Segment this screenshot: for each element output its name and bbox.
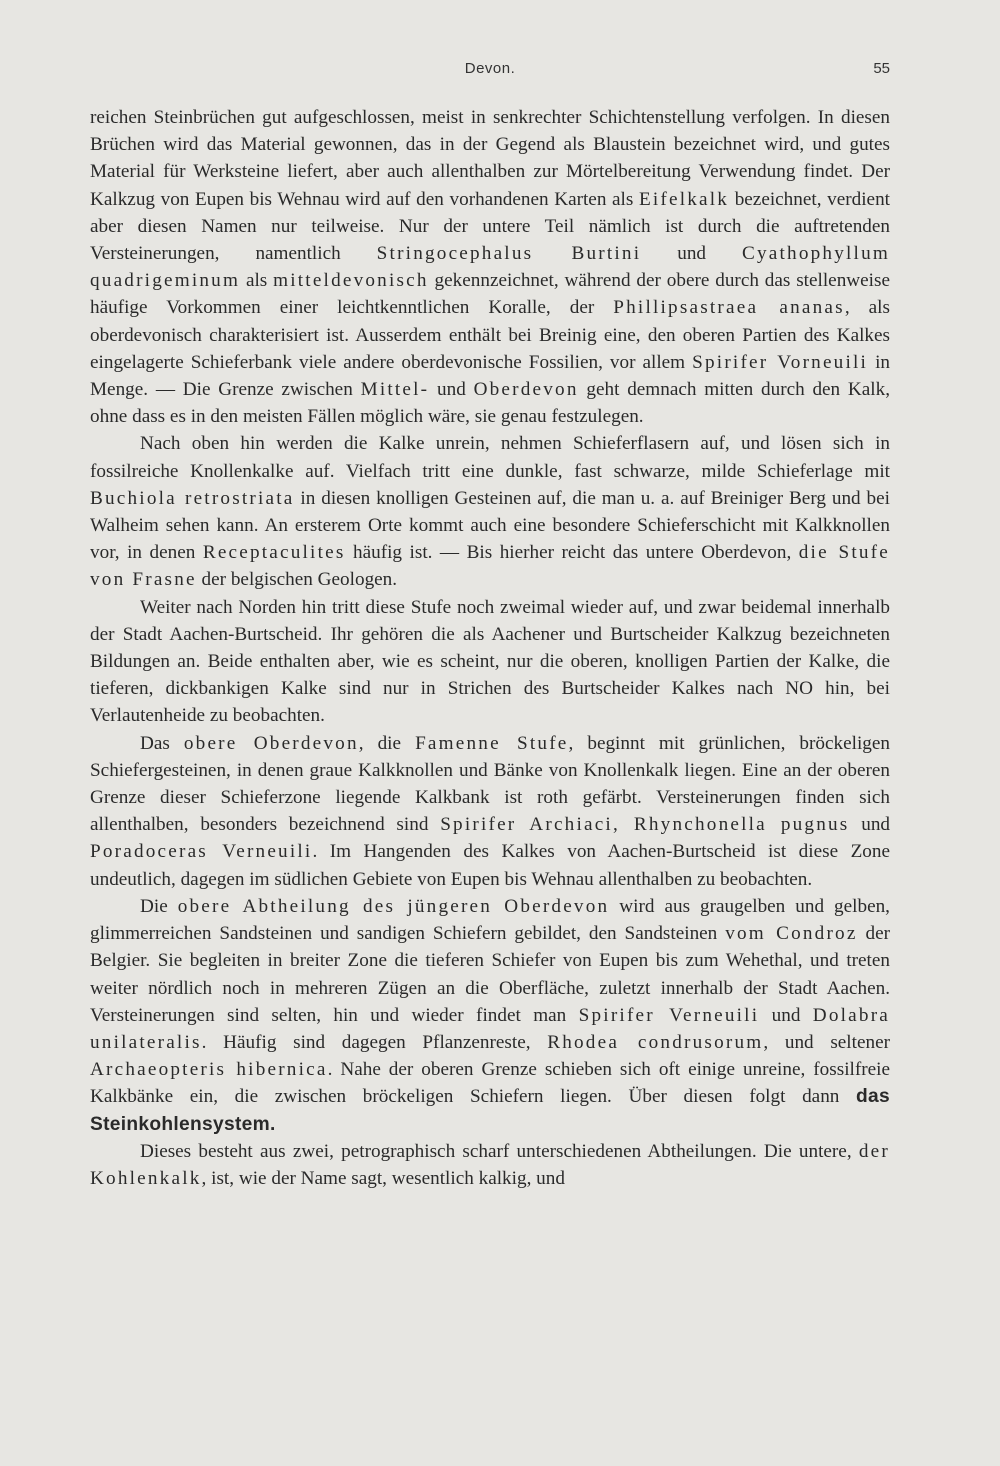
text-run: , die xyxy=(358,732,416,754)
text-run: . Nahe der oberen Grenze schieben sich oft einige unreine, fossilfreie Kalkbänke ein, die zwischen bröckeligen Schiefern liegen. Über diesen folgt dann xyxy=(90,1059,890,1108)
text-run: geht demnach mitten durch den Kalk, ohne dass es in den meisten Fällen möglich wäre, sie genau festzulegen. xyxy=(90,379,891,428)
text-run: , ist, wie der Name sagt, wesentlich kalkig, und xyxy=(201,1167,565,1189)
body-text xyxy=(90,104,890,1192)
text-run: . Häufig sind dagegen Pflanzenreste, xyxy=(201,1031,548,1053)
paragraph-2 xyxy=(90,430,890,593)
text-run: . Im Hangenden des Kalkes von Aachen-Burtscheid ist diese Zone undeutlich, dagegen im südlichen Gebiete von Eupen bis Wehnau allenthalben zu beobachten. xyxy=(90,841,890,890)
text-run: Die xyxy=(140,895,178,917)
paragraph-6 xyxy=(90,1138,890,1192)
text-run: Weiter nach Norden hin tritt diese Stufe noch zweimal wieder auf, und zwar beidemal innerhalb der Stadt Aachen-Burtscheid. Ihr gehören die als Aachener und Burtscheider Kalkzug bezeichneten Bildungen an. Beide enthalten aber, wie es scheint, nur die oberen, knolligen Partien der Kalke, die tieferen, dickbankigen Kalke sind nur in Strichen des Burtscheider Kalkes nach NO hin, bei Verlautenheide zu beobachten. xyxy=(90,596,890,727)
text-run: und xyxy=(641,243,742,265)
section-heading-inline: das Steinkohlensystem. xyxy=(90,1086,890,1135)
spaced-term: Stringocephalus Burtini xyxy=(376,243,642,265)
text-run: wird aus graugelben und gelben, glimmerreichen Sandsteinen und sandigen Schiefern gebildet, den Sandsteinen xyxy=(90,895,890,945)
text-run: in Menge. — Die Grenze zwischen xyxy=(90,351,890,401)
spaced-term: vom Condroz xyxy=(725,923,858,945)
spaced-term: die Stufe von Frasne xyxy=(90,542,890,591)
spaced-term: Oberdevon xyxy=(473,379,579,401)
text-run: Dieses besteht aus zwei, petrographisch scharf unterschiedenen Abtheilungen. Die untere, xyxy=(140,1140,859,1162)
text-run: und xyxy=(429,379,474,401)
paragraph-3 xyxy=(90,594,890,730)
running-title: Devon. xyxy=(464,60,516,77)
text-run: , als oberdevonisch charakterisiert ist. Ausserdem enthält bei Breinig eine, den oberen Partien des Kalkes eingelagerte Schieferbank viele andere oberdevonische Fossilien, vor allem xyxy=(90,297,890,373)
spaced-term: Cyathophyllum quadrigeminum xyxy=(90,243,890,292)
spaced-term: Dolabra unilateralis xyxy=(90,1004,890,1053)
text-run: der belgischen Geologen. xyxy=(196,569,398,591)
text-run: bezeichnet, verdient aber diesen Namen nur teilweise. Nur der untere Teil nämlich ist durch die auftretenden Versteinerungen, namentlich xyxy=(90,188,890,265)
text-run: und xyxy=(759,1004,813,1026)
text-run: , beginnt mit grünlichen, bröckeligen Schiefergesteinen, in denen graue Kalkknollen und Bänke von Knollenkalk liegen. Eine an der oberen Grenze dieser Schieferzone liegende Kalkbank ist roth gefärbt. Versteinerungen finden sich allenthalben, besonders bezeichnend sind xyxy=(90,732,890,836)
text-run: Nach oben hin werden die Kalke unrein, nehmen Schieferflasern auf, und lösen sich in fossilreiche Knollenkalke auf. Vielfach tritt eine dunkle, fast schwarze, milde Schieferlage mit xyxy=(90,433,890,482)
spaced-term: Eifelkalk xyxy=(638,188,730,210)
text-run: Das xyxy=(140,732,184,754)
spaced-term: Spirifer Verneuili xyxy=(578,1004,760,1026)
text-run: häufig ist. — Bis hierher reicht das untere Oberdevon, xyxy=(345,542,799,564)
text-run: in diesen knolligen Gesteinen auf, die man u. a. auf Breiniger Berg und bei Walheim sehen kann. An ersterem Orte kommt auch eine besondere Schieferschicht mit Kalkknollen vor, in denen xyxy=(90,487,890,564)
spaced-term: Famenne Stufe xyxy=(415,732,569,754)
spaced-term: Receptaculites xyxy=(202,542,346,564)
text-run: und xyxy=(849,814,891,836)
paragraph-5 xyxy=(90,893,890,1138)
paragraph-4 xyxy=(90,730,890,893)
page-header xyxy=(90,60,890,84)
spaced-term: Rhodea condrusorum xyxy=(547,1031,764,1053)
spaced-term: Spirifer Vorneuili xyxy=(692,351,869,373)
page-number: 55 xyxy=(873,60,890,77)
text-run: der Belgier. Sie begleiten in breiter Zone die tieferen Schiefer von Eupen bis zum Wehethal, und treten weiter nördlich noch in mehreren Zügen an die Oberfläche, zuletzt innerhalb der Stadt Aachen. Versteinerungen sind selten, hin und wieder findet man xyxy=(90,923,890,1026)
spaced-term: Phillipsastraea ananas xyxy=(613,297,845,319)
spaced-term: der Kohlenkalk xyxy=(90,1140,890,1189)
spaced-term: Archaeopteris hibernica xyxy=(90,1059,328,1081)
text-run: gekennzeichnet, während der obere durch das stellenweise häufige Vorkommen einer leichtkenntlichen Koralle, der xyxy=(90,270,890,319)
text-run: reichen Steinbrüchen gut aufgeschlossen, meist in senkrechter Schichtenstellung verfolgen. In diesen Brüchen wird das Material gewonnen, das in der Gegend als Blaustein bezeichnet wird, und gutes Material für Werksteine liefert, aber auch allenthalben zur Mörtelbereitung Verwendung findet. Der Kalkzug von Eupen bis Wehnau wird auf den vorhandenen Karten als xyxy=(90,107,890,210)
spaced-term: obere Abtheilung des jüngeren Oberdevon xyxy=(177,895,610,917)
spaced-term: Mittel- xyxy=(360,379,430,401)
spaced-term: Spirifer Archiaci, Rhynchonella pugnus xyxy=(440,814,850,836)
spaced-term: Poradoceras Verneuili xyxy=(90,841,313,863)
spaced-term: Buchiola retrostriata xyxy=(90,487,295,509)
spaced-term: mitteldevonisch xyxy=(273,270,429,292)
text-run: , und seltener xyxy=(763,1031,890,1053)
spaced-term: obere Oberdevon xyxy=(183,732,359,754)
paragraph-1 xyxy=(90,104,890,430)
text-run: als xyxy=(240,270,274,292)
